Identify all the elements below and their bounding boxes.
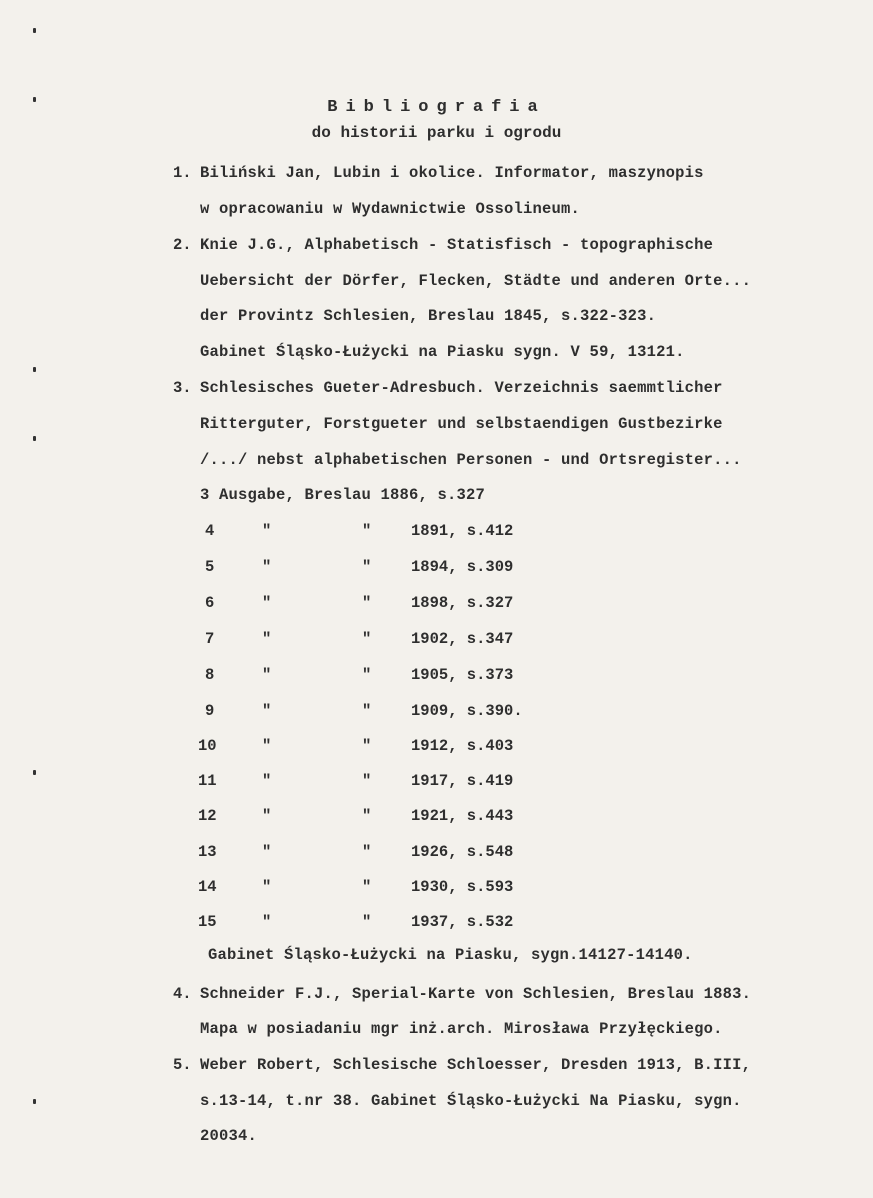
- edition-number: 13: [198, 843, 217, 861]
- edition-year-page: 1898, s.327: [411, 594, 514, 612]
- entry-line: Schlesisches Gueter-Adresbuch. Verzeichnis saemmtlicher: [200, 379, 723, 397]
- ditto-mark: ": [362, 843, 372, 861]
- ditto-mark: ": [362, 702, 372, 720]
- ditto-mark: ": [362, 807, 372, 825]
- ditto-mark: ": [262, 913, 272, 931]
- entry-line: s.13-14, t.nr 38. Gabinet Śląsko-Łużycki Na Piasku, sygn.: [200, 1092, 742, 1110]
- ditto-mark: ": [362, 666, 372, 684]
- ditto-mark: ": [262, 843, 272, 861]
- ditto-mark: ": [262, 737, 272, 755]
- edition-number: 12: [198, 807, 217, 825]
- entry-line: Mapa w posiadaniu mgr inż.arch. Mirosława Przyłęckiego.: [200, 1020, 723, 1038]
- edition-year-page: 1891, s.412: [411, 522, 514, 540]
- document-title: Bibliografia: [327, 98, 546, 117]
- edition-number: 8: [205, 666, 215, 684]
- ditto-mark: ": [362, 558, 372, 576]
- edition-number: 7: [205, 630, 215, 648]
- document-subtitle: do historii parku i ogrodu: [311, 124, 562, 142]
- edition-year-page: 1926, s.548: [411, 843, 514, 861]
- edition-number: 9: [205, 702, 215, 720]
- ditto-mark: ": [262, 522, 272, 540]
- ditto-mark: ": [362, 522, 372, 540]
- entry-line: w opracowaniu w Wydawnictwie Ossolineum.: [200, 200, 581, 218]
- edition-year-page: 1937, s.532: [411, 913, 514, 931]
- ditto-mark: ": [262, 772, 272, 790]
- edition-number: 10: [198, 737, 217, 755]
- entry-number: 3.: [173, 379, 192, 397]
- edition-number: 6: [205, 594, 215, 612]
- margin-mark: [33, 770, 36, 775]
- ditto-mark: ": [262, 807, 272, 825]
- entry-line: Uebersicht der Dörfer, Flecken, Städte und anderen Orte...: [200, 272, 752, 290]
- entry-line: 3 Ausgabe, Breslau 1886, s.327: [200, 486, 486, 504]
- edition-year-page: 1902, s.347: [411, 630, 514, 648]
- entry-line: Gabinet Śląsko-Łużycki na Piasku sygn. V 59, 13121.: [200, 343, 685, 361]
- edition-year-page: 1894, s.309: [411, 558, 514, 576]
- edition-year-page: 1921, s.443: [411, 807, 514, 825]
- entry-line: der Provintz Schlesien, Breslau 1845, s.322-323.: [200, 307, 657, 325]
- ditto-mark: ": [262, 558, 272, 576]
- ditto-mark: ": [262, 878, 272, 896]
- entry-line: 20034.: [200, 1127, 258, 1145]
- entry-number: 4.: [173, 985, 192, 1003]
- margin-mark: [33, 436, 36, 441]
- edition-year-page: 1912, s.403: [411, 737, 514, 755]
- ditto-mark: ": [362, 772, 372, 790]
- entry-line: Weber Robert, Schlesische Schloesser, Dresden 1913, B.III,: [200, 1056, 752, 1074]
- edition-number: 15: [198, 913, 217, 931]
- edition-number: 11: [198, 772, 217, 790]
- entry-line: Schneider F.J., Sperial-Karte von Schlesien, Breslau 1883.: [200, 985, 752, 1003]
- edition-year-page: 1905, s.373: [411, 666, 514, 684]
- entry-line: Ritterguter, Forstgueter und selbstaendigen Gustbezirke: [200, 415, 723, 433]
- margin-mark: [33, 1099, 36, 1104]
- ditto-mark: ": [262, 702, 272, 720]
- edition-number: 5: [205, 558, 215, 576]
- ditto-mark: ": [362, 737, 372, 755]
- margin-mark: [33, 28, 36, 33]
- ditto-mark: ": [362, 913, 372, 931]
- editions-footer: Gabinet Śląsko-Łużycki na Piasku, sygn.14127-14140.: [208, 946, 693, 964]
- entry-line: Biliński Jan, Lubin i okolice. Informator, maszynopis: [200, 164, 704, 182]
- edition-number: 4: [205, 522, 215, 540]
- edition-year-page: 1909, s.390.: [411, 702, 523, 720]
- entry-number: 5.: [173, 1056, 192, 1074]
- entry-number: 1.: [173, 164, 192, 182]
- ditto-mark: ": [362, 594, 372, 612]
- ditto-mark: ": [262, 666, 272, 684]
- entry-number: 2.: [173, 236, 192, 254]
- entry-line: Knie J.G., Alphabetisch - Statisfisch - topographische: [200, 236, 714, 254]
- edition-year-page: 1917, s.419: [411, 772, 514, 790]
- entry-line: /.../ nebst alphabetischen Personen - und Ortsregister...: [200, 451, 742, 469]
- ditto-mark: ": [362, 878, 372, 896]
- ditto-mark: ": [262, 630, 272, 648]
- ditto-mark: ": [262, 594, 272, 612]
- edition-year-page: 1930, s.593: [411, 878, 514, 896]
- ditto-mark: ": [362, 630, 372, 648]
- edition-number: 14: [198, 878, 217, 896]
- margin-mark: [33, 367, 36, 372]
